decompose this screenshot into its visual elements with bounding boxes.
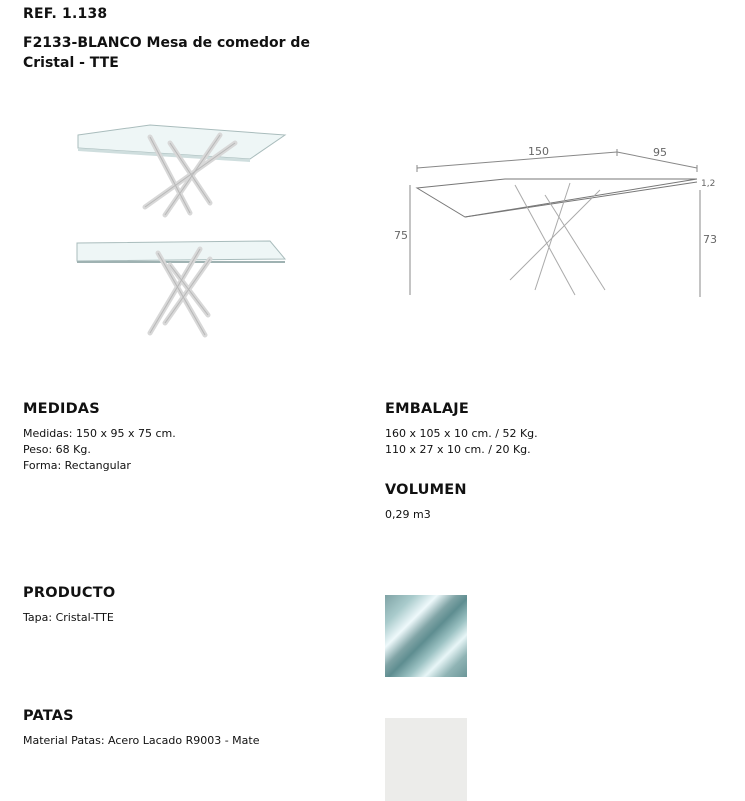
dim-thickness-label: 1,2 (701, 179, 716, 189)
glass-finish-swatch (385, 595, 467, 677)
patas-heading: PATAS (23, 708, 74, 724)
embalaje-package-1: 160 x 105 x 10 cm. / 52 Kg. (385, 427, 538, 440)
product-photo-angled (70, 115, 295, 230)
producto-top-material: Tapa: Cristal-TTE (23, 611, 114, 624)
product-photo-front (70, 235, 295, 345)
producto-heading: PRODUCTO (23, 585, 116, 601)
volumen-value: 0,29 m3 (385, 508, 431, 521)
drawing-legs (510, 183, 605, 295)
medidas-weight: Peso: 68 Kg. (23, 443, 91, 456)
medidas-shape: Forma: Rectangular (23, 459, 131, 472)
volumen-heading: VOLUMEN (385, 482, 467, 498)
embalaje-heading: EMBALAJE (385, 401, 469, 417)
leg-finish-swatch (385, 718, 467, 801)
dim-leg-height-label: 73 (703, 233, 717, 246)
embalaje-package-2: 110 x 27 x 10 cm. / 20 Kg. (385, 443, 531, 456)
medidas-dimensions: Medidas: 150 x 95 x 75 cm. (23, 427, 176, 440)
dim-length-label: 150 (528, 145, 549, 158)
glass-top-front (77, 241, 285, 262)
patas-leg-material: Material Patas: Acero Lacado R9003 - Mate (23, 734, 260, 747)
dim-width-label: 95 (653, 146, 667, 159)
reference-code: REF. 1.138 (23, 6, 108, 22)
dim-height-label: 75 (394, 229, 408, 242)
medidas-heading: MEDIDAS (23, 401, 100, 417)
drawing-glass-top (417, 179, 697, 217)
dimensions-drawing (385, 135, 730, 305)
dimension-lines (410, 149, 700, 297)
product-title: F2133-BLANCO Mesa de comedor de Cristal - TTE (23, 35, 310, 71)
